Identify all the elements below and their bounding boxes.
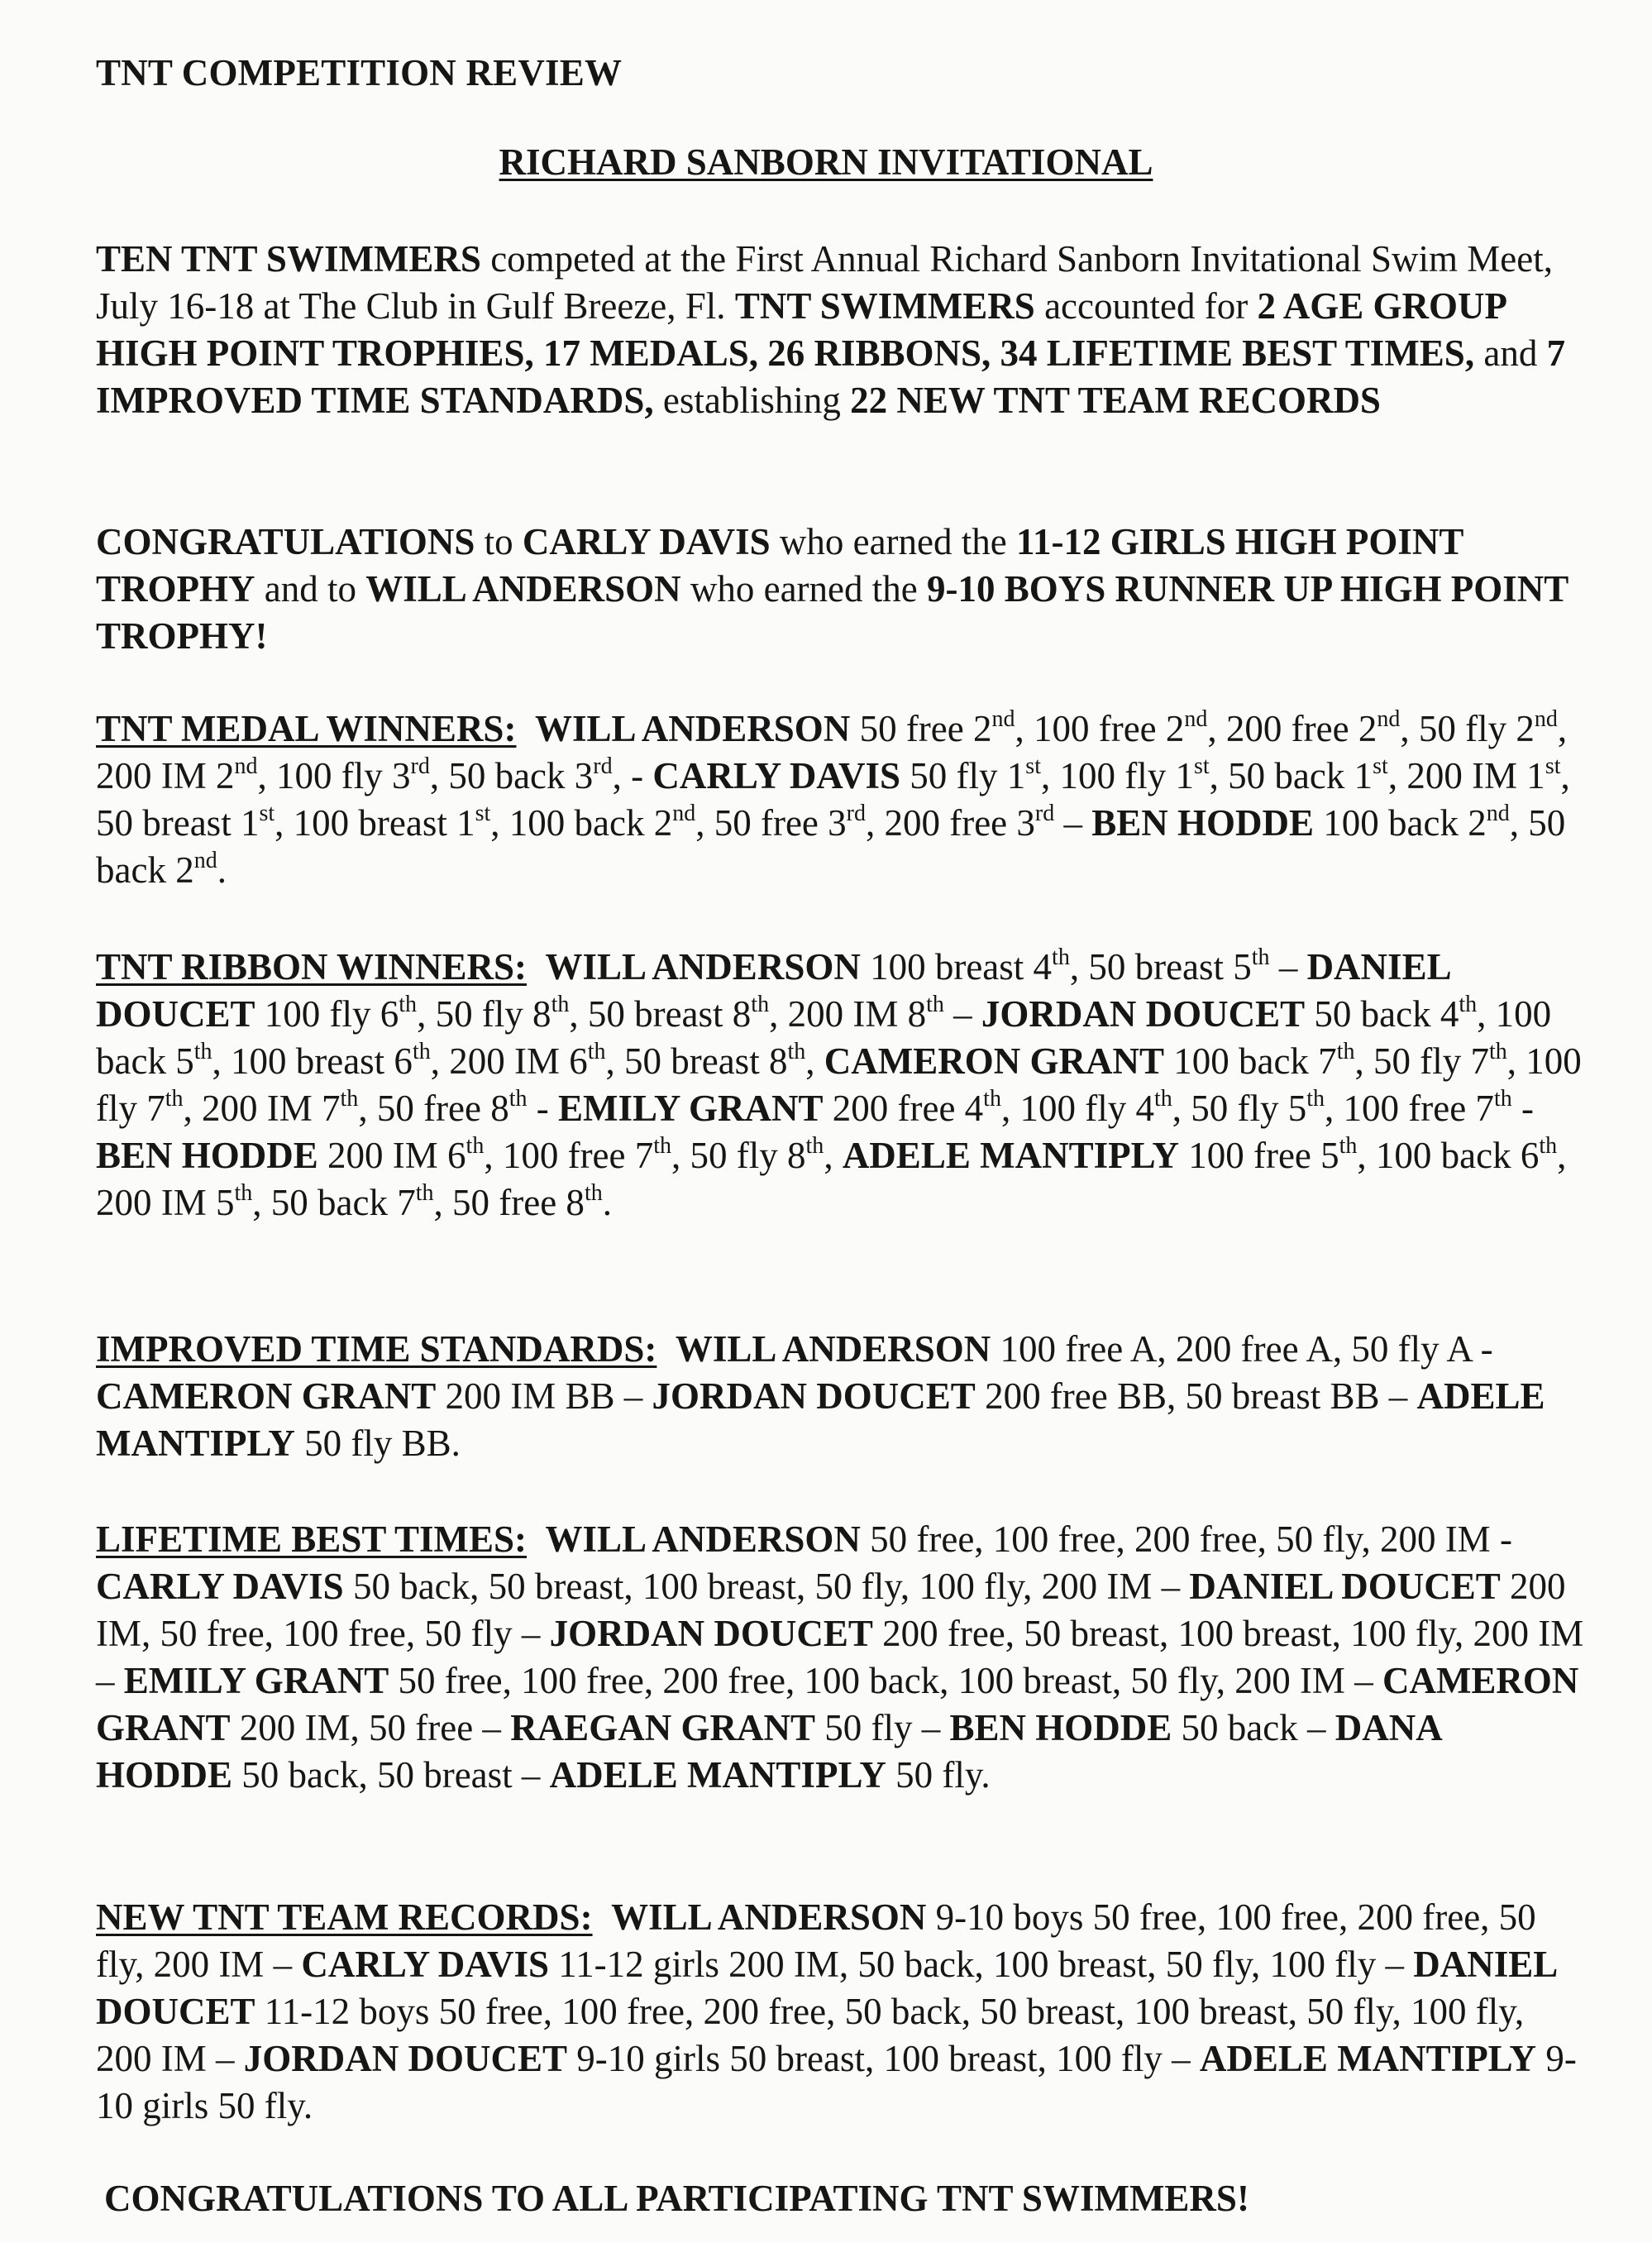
intro-bold-5: 22 NEW TNT TEAM RECORDS — [850, 380, 1381, 421]
separator: , — [805, 1040, 824, 1082]
period: . — [217, 849, 227, 891]
place-suffix: th — [234, 1180, 253, 1206]
ribbon-event: 200 IM 6 — [318, 1135, 466, 1176]
congrats-bold-2: CARLY DAVIS — [522, 521, 771, 562]
ribbon-event: 100 fly 6 — [255, 993, 399, 1035]
place-suffix: st — [475, 801, 491, 826]
medal-winners-paragraph — [96, 705, 1584, 894]
standards-events: 100 free A, 200 free A, 50 fly A - — [991, 1328, 1493, 1370]
document-header: TNT COMPETITION REVIEW — [96, 52, 623, 93]
ribbon-event: , 50 free 8 — [358, 1088, 509, 1129]
ribbon-event: 200 free 4 — [823, 1088, 984, 1129]
ribbon-event: , 200 IM 6 — [430, 1040, 588, 1082]
congrats-bold-4: WILL ANDERSON — [365, 568, 681, 610]
ribbon-event: , 50 fly 5 — [1172, 1088, 1307, 1129]
place-suffix: th — [1306, 1086, 1325, 1112]
congrats-text-1: to — [475, 521, 523, 562]
separator: , - — [612, 755, 653, 796]
place-suffix: th — [415, 1180, 434, 1206]
congrats-bold-5: 9-10 BOYS RUNNER UP HIGH POINT TROPHY! — [96, 568, 1568, 657]
place-suffix: th — [751, 992, 770, 1017]
records-swimmer-name: WILL ANDERSON — [611, 1896, 927, 1938]
place-suffix: nd — [1377, 706, 1401, 732]
medal-event: , 50 fly 2 — [1400, 708, 1535, 749]
standards-swimmer-name: JORDAN DOUCET — [652, 1375, 976, 1417]
ribbon-swimmer-name: ADELE MANTIPLY — [842, 1135, 1179, 1176]
ribbon-event: , 50 back 7 — [252, 1182, 416, 1223]
records-swimmer-name: JORDAN DOUCET — [243, 2038, 568, 2079]
medal-event: , 100 breast 1 — [275, 802, 475, 844]
medal-event: , 100 fly 3 — [257, 755, 411, 796]
ribbon-event: , 200 IM 5 — [96, 1135, 1567, 1223]
medal-event: , 200 free 2 — [1207, 708, 1377, 749]
lifetime-events: 200 free, 50 breast, 100 breast, 100 fly, 200 IM – — [96, 1613, 1584, 1701]
medal-swimmer-name: CARLY DAVIS — [652, 755, 901, 796]
place-suffix: th — [412, 1039, 431, 1064]
lifetime-events: 200 IM, 50 free – — [230, 1707, 511, 1748]
ribbon-swimmer-name: BEN HODDE — [96, 1135, 318, 1176]
lifetime-swimmer-name: RAEGAN GRANT — [510, 1707, 815, 1748]
place-suffix: th — [787, 1039, 806, 1064]
ribbon-swimmer-name: DANIEL DOUCET — [96, 946, 1450, 1035]
ribbon-winners-heading: TNT RIBBON WINNERS: — [96, 946, 527, 988]
separator: , — [824, 1135, 843, 1176]
ribbon-event: , 200 IM 7 — [183, 1088, 341, 1129]
medal-swimmer-name: WILL ANDERSON — [534, 708, 851, 749]
ribbon-event: , 50 fly 7 — [1354, 1040, 1489, 1082]
records-events: 9-10 girls 50 fly. — [96, 2038, 1577, 2126]
place-suffix: th — [805, 1133, 824, 1159]
standards-events: 50 fly BB. — [294, 1423, 461, 1464]
place-suffix: th — [1539, 1133, 1558, 1159]
ribbon-swimmer-name: WILL ANDERSON — [545, 946, 861, 988]
team-records-paragraph — [96, 1894, 1584, 2130]
intro-bold-1: TEN TNT SWIMMERS — [96, 238, 481, 280]
congrats-text-2: who earned the — [770, 521, 1016, 562]
lifetime-events: 50 back, 50 breast, 100 breast, 50 fly, 100 fly, 200 IM – — [343, 1566, 1190, 1607]
standards-events: 200 free BB, 50 breast BB – — [975, 1375, 1417, 1417]
place-suffix: th — [1459, 992, 1478, 1017]
ribbon-swimmer-name: JORDAN DOUCET — [981, 993, 1306, 1035]
place-suffix: th — [165, 1086, 184, 1112]
intro-paragraph — [96, 236, 1584, 424]
place-suffix: th — [1251, 945, 1270, 970]
records-events: 11-12 girls 200 IM, 50 back, 100 breast, 50 fly, 100 fly – — [549, 1944, 1414, 1985]
congrats-bold-1: CONGRATULATIONS — [96, 521, 475, 562]
ribbon-event: 100 breast 4 — [860, 946, 1053, 988]
intro-bold-3: 2 AGE GROUP HIGH POINT TROPHIES, 17 MEDALS, 26 RIBBONS, 34 LIFETIME BEST TIMES, — [96, 285, 1506, 374]
place-suffix: th — [399, 992, 418, 1017]
congratulations-paragraph — [96, 519, 1584, 660]
ribbon-event: 100 free 5 — [1178, 1135, 1339, 1176]
standards-events: 200 IM BB – — [436, 1375, 652, 1417]
ribbon-swimmer-name: CAMERON GRANT — [824, 1040, 1164, 1082]
ribbon-event: 100 back 7 — [1163, 1040, 1337, 1082]
lifetime-swimmer-name: DANA HODDE — [96, 1707, 1441, 1796]
ribbon-event: , 50 free 8 — [433, 1182, 585, 1223]
ribbon-event: , 50 breast 5 — [1069, 946, 1252, 988]
intro-text-1: competed at the First Annual Richard Sanborn Invitational Swim Meet, July 16-18 at The Club in Gulf Breeze, Fl. — [96, 238, 1553, 327]
place-suffix: th — [587, 1039, 606, 1064]
ribbon-event: , 100 free 7 — [484, 1135, 654, 1176]
place-suffix: nd — [234, 753, 258, 779]
medal-event: 50 fly 1 — [900, 755, 1026, 796]
place-suffix: nd — [1486, 801, 1510, 826]
standards-swimmer-name: ADELE MANTIPLY — [96, 1375, 1545, 1464]
lifetime-best-paragraph — [96, 1516, 1584, 1799]
place-suffix: th — [1153, 1086, 1172, 1112]
place-suffix: nd — [991, 706, 1015, 732]
ribbon-event: , 50 fly 8 — [671, 1135, 806, 1176]
place-suffix: th — [466, 1133, 485, 1159]
place-suffix: st — [1193, 753, 1210, 779]
records-swimmer-name: CARLY DAVIS — [301, 1944, 550, 1985]
lifetime-best-heading: LIFETIME BEST TIMES: — [96, 1518, 528, 1560]
place-suffix: nd — [672, 801, 696, 826]
lifetime-swimmer-name: CARLY DAVIS — [96, 1566, 344, 1607]
place-suffix: th — [1339, 1133, 1358, 1159]
medal-event: , 50 back 1 — [1209, 755, 1373, 796]
standards-swimmer-name: CAMERON GRANT — [96, 1375, 437, 1417]
medal-swimmer-name: BEN HODDE — [1091, 802, 1315, 844]
ribbon-event: , 100 back 5 — [96, 993, 1552, 1082]
ribbon-event: , 100 fly 7 — [96, 1040, 1582, 1129]
lifetime-swimmer-name: DANIEL DOUCET — [1189, 1566, 1501, 1607]
medal-event: , 50 breast 1 — [96, 755, 1570, 844]
congrats-text-3: and to — [255, 568, 366, 610]
separator: – — [943, 993, 981, 1035]
medal-event: , 100 fly 1 — [1040, 755, 1194, 796]
place-suffix: st — [1545, 753, 1561, 779]
place-suffix: th — [1052, 945, 1070, 970]
medal-event: 50 free 2 — [850, 708, 992, 749]
standards-swimmer-name: WILL ANDERSON — [675, 1328, 991, 1370]
lifetime-events: 50 fly. — [886, 1754, 991, 1796]
ribbon-event: , 100 breast 6 — [212, 1040, 413, 1082]
intro-bold-4: 7 IMPROVED TIME STANDARDS, — [96, 332, 1566, 421]
ribbon-event: 50 back 4 — [1305, 993, 1459, 1035]
intro-text-3: and — [1474, 332, 1547, 374]
separator: – — [1054, 802, 1092, 844]
place-suffix: th — [584, 1180, 603, 1206]
improved-standards-heading: IMPROVED TIME STANDARDS: — [96, 1328, 657, 1370]
ribbon-event: , 100 free 7 — [1325, 1088, 1494, 1129]
place-suffix: nd — [1534, 706, 1558, 732]
lifetime-swimmer-name: WILL ANDERSON — [545, 1518, 861, 1560]
congrats-text-4: who earned the — [680, 568, 927, 610]
place-suffix: th — [1488, 1039, 1507, 1064]
ribbon-event: , 50 breast 8 — [569, 993, 752, 1035]
place-suffix: th — [983, 1086, 1001, 1112]
medal-event: , 200 IM 1 — [1387, 755, 1545, 796]
place-suffix: th — [551, 992, 570, 1017]
ribbon-winners-paragraph — [96, 944, 1584, 1227]
closing-line: CONGRATULATIONS TO ALL PARTICIPATING TNT SWIMMERS! — [104, 2178, 1249, 2219]
lifetime-swimmer-name: ADELE MANTIPLY — [549, 1754, 886, 1796]
records-swimmer-name: ADELE MANTIPLY — [1199, 2038, 1537, 2079]
team-records-heading: NEW TNT TEAM RECORDS: — [96, 1896, 593, 1938]
document-title: RICHARD SANBORN INVITATIONAL — [499, 141, 1153, 183]
lifetime-events: 50 free, 100 free, 200 free, 50 fly, 200 IM - — [860, 1518, 1512, 1560]
ribbon-event: , 200 IM 8 — [769, 993, 927, 1035]
intro-bold-2: TNT SWIMMERS — [734, 285, 1035, 327]
lifetime-swimmer-name: JORDAN DOUCET — [549, 1613, 873, 1654]
records-events: 9-10 girls 50 breast, 100 breast, 100 fly – — [567, 2038, 1200, 2079]
medal-event: , 100 free 2 — [1015, 708, 1185, 749]
ribbon-event: , 100 back 6 — [1357, 1135, 1540, 1176]
place-suffix: th — [340, 1086, 359, 1112]
medal-event: , 200 IM 2 — [96, 708, 1568, 796]
place-suffix: th — [653, 1133, 672, 1159]
place-suffix: nd — [1184, 706, 1208, 732]
place-suffix: th — [1336, 1039, 1355, 1064]
place-suffix: th — [1493, 1086, 1512, 1112]
separator: - — [1511, 1088, 1534, 1129]
place-suffix: rd — [846, 801, 866, 826]
ribbon-event: , 100 fly 4 — [1000, 1088, 1154, 1129]
records-swimmer-name: DANIEL DOUCET — [96, 1944, 1556, 2032]
lifetime-events: 200 IM, 50 free, 100 free, 50 fly – — [96, 1566, 1566, 1654]
separator: - — [527, 1088, 559, 1129]
period: . — [602, 1182, 612, 1223]
place-suffix: rd — [593, 753, 613, 779]
congrats-bold-3: 11-12 GIRLS HIGH POINT TROPHY — [96, 521, 1463, 610]
medal-event: , 50 free 3 — [695, 802, 847, 844]
intro-text-4: establishing — [653, 380, 851, 421]
lifetime-events: 50 free, 100 free, 200 free, 100 back, 100 breast, 50 fly, 200 IM – — [389, 1660, 1382, 1701]
lifetime-events: 50 back, 50 breast – — [232, 1754, 550, 1796]
place-suffix: st — [1025, 753, 1041, 779]
place-suffix: nd — [193, 848, 217, 873]
lifetime-events: 50 fly – — [814, 1707, 950, 1748]
place-suffix: st — [259, 801, 275, 826]
ribbon-event: , 50 fly 8 — [417, 993, 551, 1035]
place-suffix: rd — [410, 753, 430, 779]
place-suffix: st — [1373, 753, 1388, 779]
medal-winners-heading: TNT MEDAL WINNERS: — [96, 708, 517, 749]
improved-standards-paragraph — [96, 1326, 1584, 1467]
place-suffix: th — [926, 992, 944, 1017]
lifetime-swimmer-name: CAMERON GRANT — [96, 1660, 1579, 1748]
place-suffix: rd — [1034, 801, 1055, 826]
lifetime-swimmer-name: EMILY GRANT — [123, 1660, 389, 1701]
medal-event: , 100 back 2 — [490, 802, 673, 844]
separator: – — [1269, 946, 1307, 988]
lifetime-swimmer-name: BEN HODDE — [949, 1707, 1172, 1748]
place-suffix: th — [193, 1039, 212, 1064]
medal-event: , 50 back 3 — [429, 755, 594, 796]
medal-event: , 200 free 3 — [865, 802, 1035, 844]
place-suffix: th — [508, 1086, 528, 1112]
ribbon-swimmer-name: EMILY GRANT — [558, 1088, 824, 1129]
ribbon-event: , 50 breast 8 — [605, 1040, 788, 1082]
lifetime-events: 50 back – — [1172, 1707, 1335, 1748]
records-events: 9-10 boys 50 free, 100 free, 200 free, 50 fly, 200 IM – — [96, 1896, 1536, 1985]
intro-text-2: accounted for — [1034, 285, 1258, 327]
records-events: 11-12 boys 50 free, 100 free, 200 free, 50 back, 50 breast, 100 breast, 50 fly, 100 fly, 200 IM – — [96, 1991, 1525, 2079]
medal-event: 100 back 2 — [1314, 802, 1487, 844]
medal-event: , 50 back 2 — [96, 802, 1566, 891]
